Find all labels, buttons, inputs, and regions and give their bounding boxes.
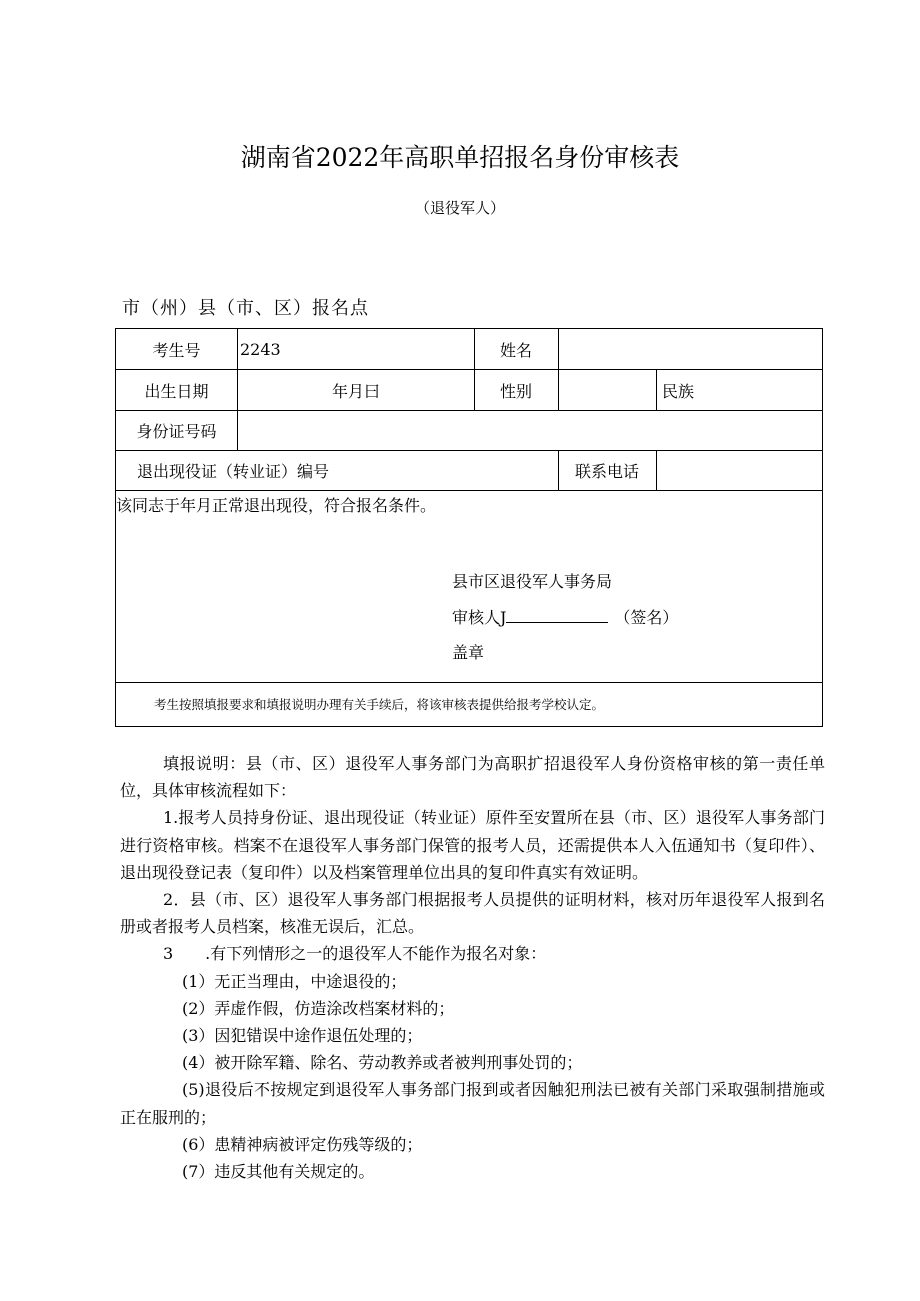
instructions-step-3: 3 .有下列情形之一的退役军人不能作为报名对象： <box>163 944 547 964</box>
instructions-step-1: 1.报考人员持身份证、退出现役证（转业证）原件至安置所在县（市、区）退役军人事务部门进行资格审核。档案不在退役军人事务部门保管的报考人员，还需提供本人入伍通知书（复印件）、退出现役登记表（复印件）以及档案管理单位出具的复印件真实有效证明。 <box>120 808 825 882</box>
ethnicity-label: 民族 <box>662 381 695 401</box>
list-item: (5)退役后不按规定到退役军人事务部门报到或者因触犯刑法已被有关部门采取强制措施或正在服刑的； <box>120 1080 825 1127</box>
attestation-text: 该同志于年月正常退出现役，符合报名条件。 <box>116 496 437 515</box>
phone-field[interactable] <box>660 451 820 490</box>
list-item: (2）弄虚作假，仿造涂改档案材料的； <box>182 998 455 1018</box>
id-number-label: 身份证号码 <box>136 422 217 441</box>
footer-note: 考生按照填报要求和填报说明办理有关手续后，将该审核表提供给报考学校认定。 <box>154 697 605 712</box>
name-field[interactable] <box>562 329 820 369</box>
page-subtitle: （退役军人） <box>414 199 505 217</box>
list-item: (4）被开除军籍、除名、劳动教养或者被判刑事处罚的； <box>182 1053 583 1073</box>
ethnicity-field[interactable] <box>726 370 820 410</box>
location-line: 市（州）县（市、区）报名点 <box>122 298 369 319</box>
id-number-field[interactable] <box>240 411 820 450</box>
seal-label: 盖章 <box>452 643 485 662</box>
bureau-name: 县市区退役军人事务局 <box>452 572 613 591</box>
gender-field[interactable] <box>562 370 652 410</box>
list-item: (6）患精神病被评定伤残等级的； <box>182 1134 423 1154</box>
discharge-cert-field[interactable] <box>456 451 554 490</box>
exam-number-label: 考生号 <box>152 340 201 360</box>
reviewer-signature-line <box>452 605 678 628</box>
list-item: (7）违反其他有关规定的。 <box>182 1162 375 1182</box>
signature-note: （签名） <box>614 608 679 627</box>
audit-form-table <box>115 328 823 727</box>
instructions <box>120 750 825 1185</box>
phone-label: 联系电话 <box>574 462 639 481</box>
birth-date-value[interactable]: 年月曰 <box>331 381 380 401</box>
list-item: (3）因犯错误中途作退伍处理的； <box>182 1026 423 1046</box>
discharge-cert-label: 退出现役证（转业证）编号 <box>137 462 330 481</box>
name-label: 姓名 <box>499 340 532 360</box>
list-item: (1）无正当理由，中途退役的； <box>182 971 407 991</box>
birth-date-label: 出生日期 <box>144 381 209 401</box>
signature-field[interactable] <box>506 608 608 623</box>
gender-label: 性别 <box>499 381 532 401</box>
instructions-step-2: 2．县（市、区）退役军人事务部门根据报考人员提供的证明材料，核对历年退役军人报到名册或者报考人员档案，核准无误后，汇总。 <box>120 890 825 937</box>
reviewer-label: 审核人J <box>452 608 507 627</box>
instructions-intro: 填报说明：县（市、区）退役军人事务部门为高职扩招退役军人身份资格审核的第一责任单位，具体审核流程如下： <box>120 754 825 801</box>
exam-number-value[interactable]: 2243 <box>240 339 281 359</box>
page-title: 湖南省2022年高职单招报名身份审核表 <box>240 143 680 172</box>
